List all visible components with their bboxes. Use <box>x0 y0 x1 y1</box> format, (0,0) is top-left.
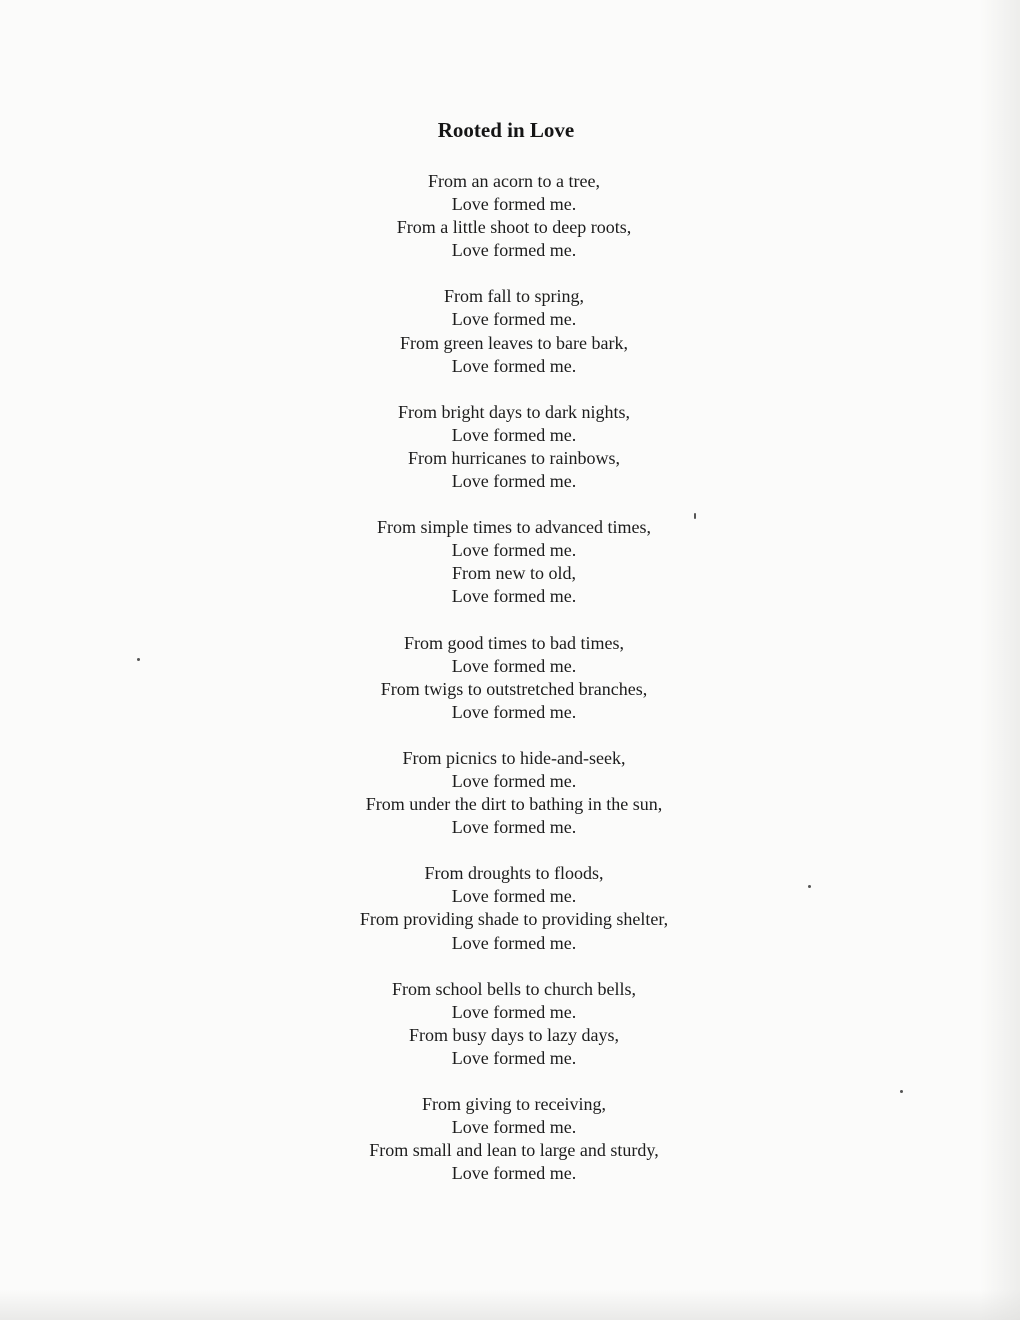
poem-line: Love formed me. <box>451 1047 577 1068</box>
poem-stanza <box>0 516 1020 608</box>
poem-line: Love formed me. <box>451 886 577 907</box>
poem-line: From a little shoot to deep roots, <box>396 217 632 238</box>
poem-line: From providing shade to providing shelter, <box>359 909 669 930</box>
poem-stanza <box>0 401 1020 493</box>
poem-line: Love formed me. <box>451 655 577 676</box>
poem-stanza <box>0 978 1020 1070</box>
poem-line: From under the dirt to bathing in the sun, <box>365 794 663 815</box>
poem-stanza <box>0 285 1020 377</box>
poem-line: From bright days to dark nights, <box>398 401 630 422</box>
poem-line: Love formed me. <box>451 1163 577 1184</box>
poem-line: From school bells to church bells, <box>392 978 636 999</box>
poem-line: Love formed me. <box>451 1001 577 1022</box>
poem-line: From hurricanes to rainbows, <box>408 447 620 468</box>
poem-line: Love formed me. <box>451 932 577 953</box>
poem-line: From small and lean to large and sturdy, <box>369 1140 659 1161</box>
poem-line: From giving to receiving, <box>422 1094 606 1114</box>
poem-line: Love formed me. <box>451 817 577 838</box>
poem-body <box>0 170 1020 1208</box>
poem-title: Rooted in Love <box>437 118 575 142</box>
poem-line: Love formed me. <box>451 540 577 561</box>
scan-edge-shadow-bottom <box>0 1290 1020 1320</box>
poem-stanza <box>0 632 1020 724</box>
poem-stanza <box>0 862 1020 954</box>
poem-line: From simple times to advanced times, <box>377 517 651 538</box>
poem-line: From droughts to floods, <box>424 863 604 884</box>
poem-line: Love formed me. <box>451 355 577 376</box>
poem-line: From good times to bad times, <box>404 632 624 653</box>
poem-line: Love formed me. <box>451 770 577 791</box>
poem-line: From an acorn to a tree, <box>428 171 600 191</box>
poem-line: Love formed me. <box>451 1117 577 1138</box>
poem-line: From fall to spring, <box>444 286 584 307</box>
poem-line: Love formed me. <box>451 586 577 607</box>
poem-line: Love formed me. <box>451 194 577 215</box>
poem-line: From green leaves to bare bark, <box>400 332 628 353</box>
poem-stanza <box>0 747 1020 839</box>
poem-stanza <box>0 1093 1020 1185</box>
poem-line: Love formed me. <box>451 471 577 492</box>
poem-stanza <box>0 170 1020 262</box>
poem-line: From busy days to lazy days, <box>409 1024 619 1045</box>
poem-line: Love formed me. <box>451 424 577 445</box>
poem-line: From new to old, <box>452 563 576 584</box>
poem-line: From twigs to outstretched branches, <box>380 678 648 699</box>
poem-line: Love formed me. <box>451 240 577 261</box>
poem-line: Love formed me. <box>451 701 577 722</box>
poem-line: Love formed me. <box>451 309 577 330</box>
poem-line: From picnics to hide-and-seek, <box>402 747 626 768</box>
